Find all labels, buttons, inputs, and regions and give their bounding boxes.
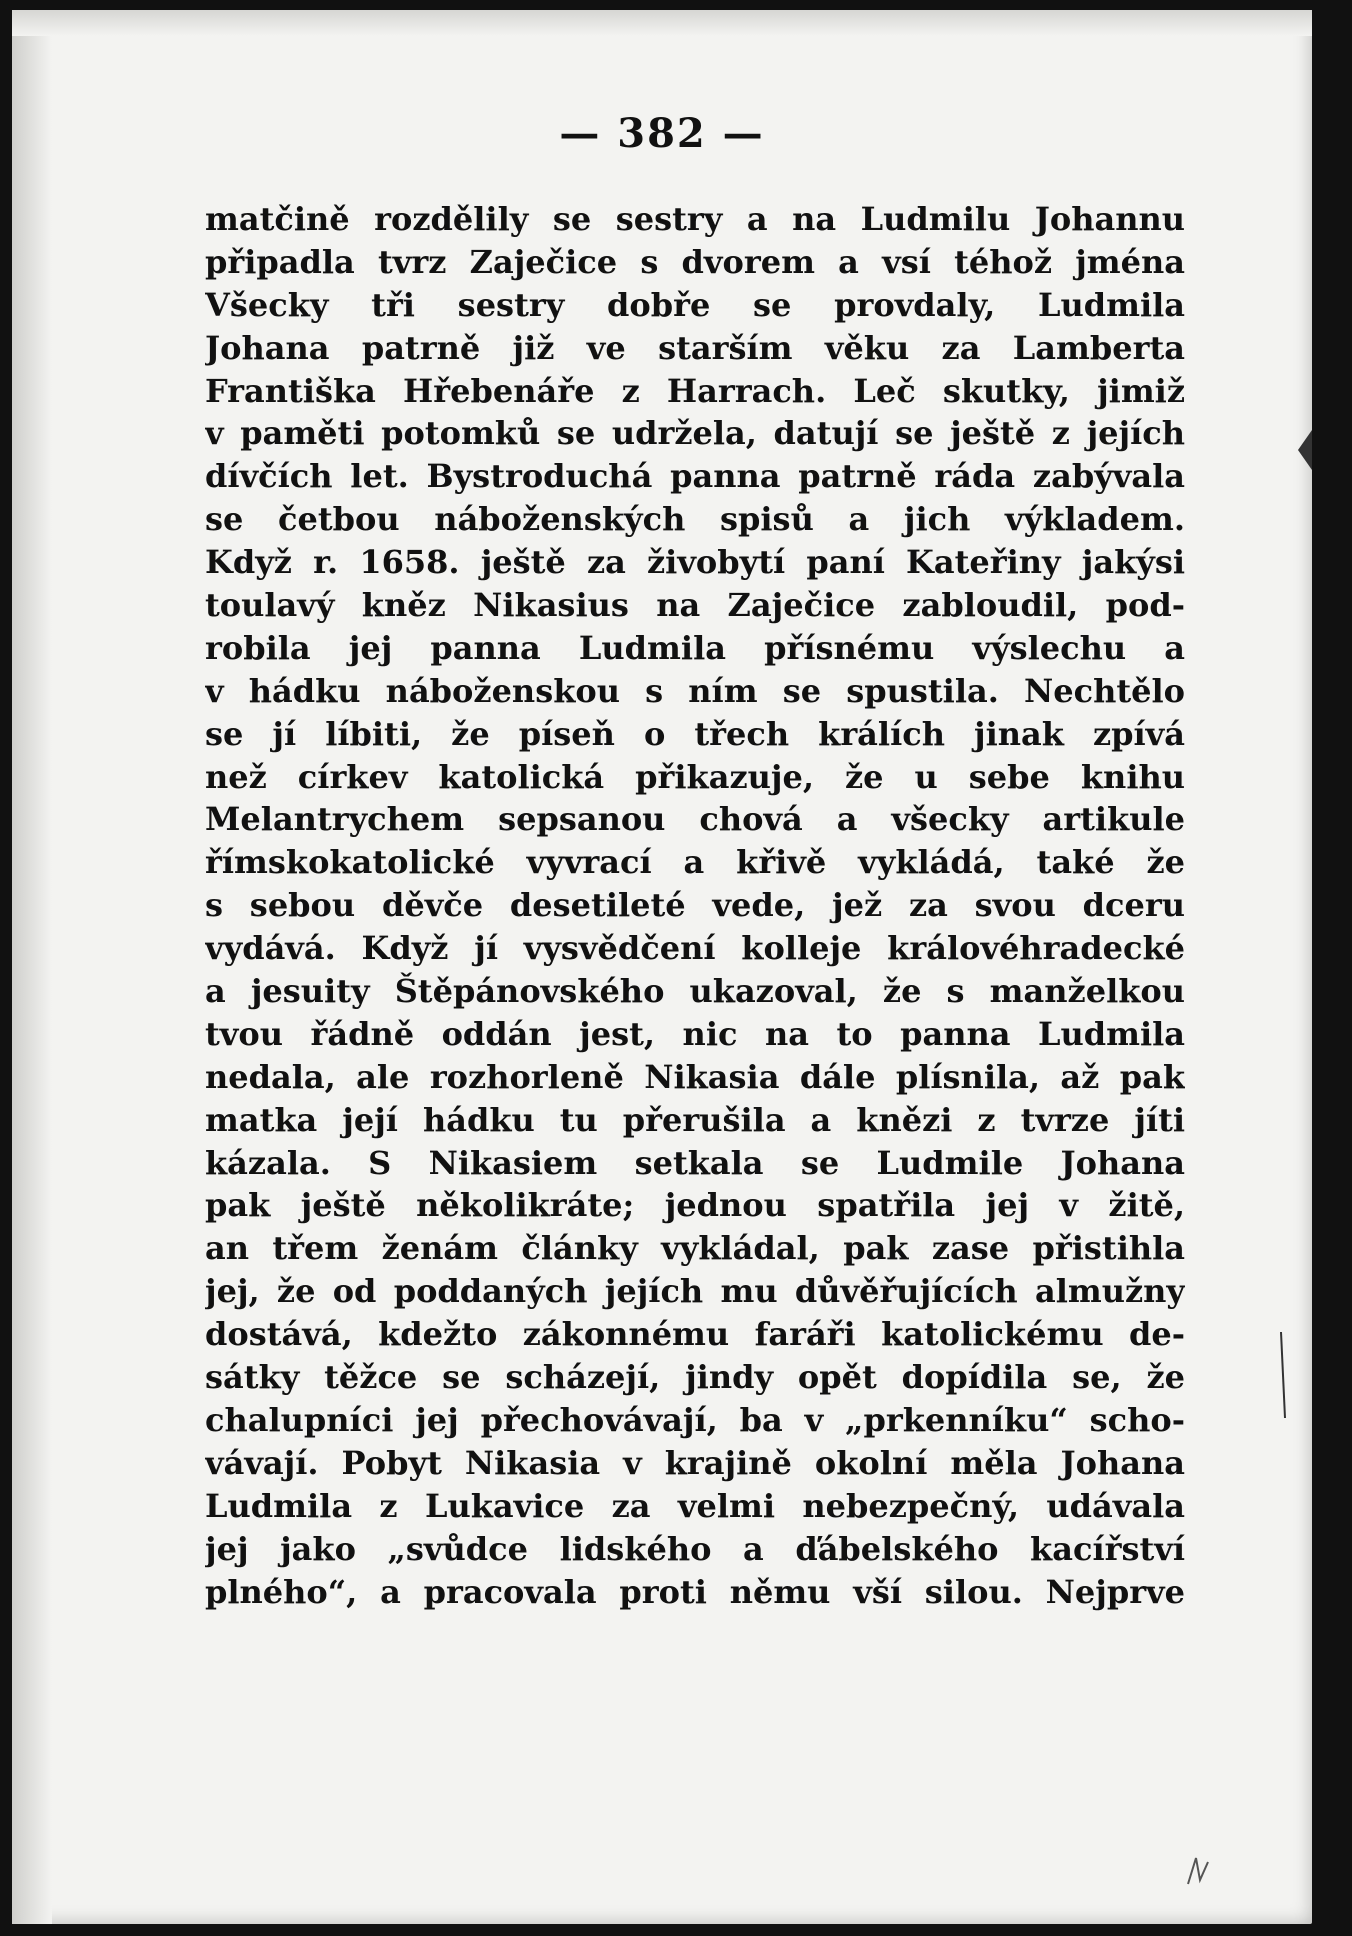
page-number: — 382 — [559,110,765,157]
text-line: než církev katolická přikazuje, že u sebe knihu [205,757,1185,796]
text-line: Johana patrně již ve starším věku za Lamberta [205,328,1185,367]
text-line: jej jako „svůdce lidského a ďábelského kacířství [205,1529,1185,1568]
text-line: matka její hádku tu přerušila a knězi z tvrze jíti [205,1100,1185,1139]
page-shadow-left [12,10,52,1924]
text-line: vydává. Když jí vysvědčení kolleje královéhradecké [205,929,1185,968]
book-page [12,10,1312,1924]
text-line: chalupníci jej přechovávají, ba v „prkenníku“ scho- [205,1400,1185,1439]
text-line: Všecky tři sestry dobře se provdaly, Ludmila [205,285,1185,324]
text-line: Melantrychem sepsanou chová a všecky artikule [205,800,1185,839]
text-line: an třem ženám články vykládal, pak zase přistihla [205,1229,1185,1268]
text-line: s sebou děvče desetileté vede, jež za svou dceru [205,886,1185,925]
margin-tick-mark [1277,1330,1289,1420]
text-line: Ludmila z Lukavice za velmi nebezpečný, udávala [205,1486,1185,1525]
body-text [205,198,1185,1613]
text-line: dostává, kdežto zákonnému faráři katolickému de- [205,1315,1185,1354]
text-line: dívčích let. Bystroduchá panna patrně ráda zabývala [205,457,1185,496]
text-line: pak ještě několikráte; jednou spatřila jej v žitě, [205,1186,1185,1225]
text-line: kázala. S Nikasiem setkala se Ludmile Johana [205,1143,1185,1182]
corner-scribble-mark [1182,1850,1222,1890]
text-line: v paměti potomků se udržela, datují se ještě z jejích [205,414,1185,453]
text-line: matčině rozdělily se sestry a na Ludmilu Johannu [205,200,1185,238]
text-line: a jesuity Štěpánovského ukazoval, že s manželkou [205,972,1185,1011]
text-line: se četbou náboženských spisů a jich výkladem. [205,500,1185,539]
text-line: toulavý kněz Nikasius na Zaječice zabloudil, pod- [205,586,1185,625]
text-line: Když r. 1658. ještě za živobytí paní Kateřiny jakýsi [205,543,1185,582]
text-line: v hádku náboženskou s ním se spustila. Nechtělo [205,671,1185,710]
text-line: vávají. Pobyt Nikasia v krajině okolní měla Johana [205,1443,1185,1482]
text-line: římskokatolické vyvrací a křivě vykládá, také že [205,843,1185,882]
text-line: robila jej panna Ludmila přísnému výslechu a [205,628,1185,667]
text-line: jej, že od poddaných jejích mu důvěřujících almužny [205,1272,1185,1311]
text-line: tvou řádně oddán jest, nic na to panna Ludmila [205,1014,1185,1053]
text-line: Františka Hřebenáře z Harrach. Leč skutky, jimiž [205,371,1185,410]
text-line: připadla tvrz Zaječice s dvorem a vsí téhož jména [205,242,1185,281]
margin-arrow-mark [1298,430,1312,470]
page-shadow-top [12,10,1312,36]
text-line: se jí líbiti, že píseň o třech králích jinak zpívá [205,714,1185,753]
text-line: plného“, a pracovala proti němu vší silou. Nejprve [205,1572,1185,1611]
text-line: nedala, ale rozhorleně Nikasia dále plísnila, až pak [205,1057,1185,1096]
text-line: sátky těžce se scházejí, jindy opět dopídila se, že [205,1358,1185,1397]
